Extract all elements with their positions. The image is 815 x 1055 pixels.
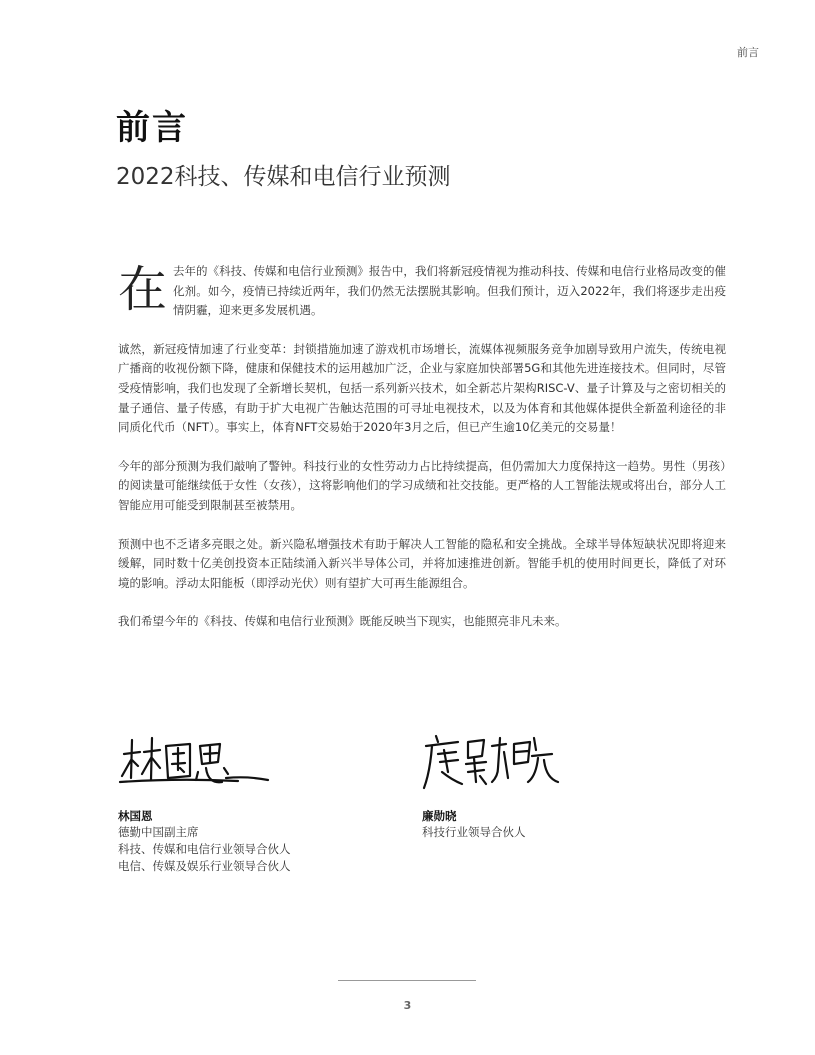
page-number: 3 (403, 999, 412, 1012)
signer-role: 电信、传媒及娱乐行业领导合伙人 (118, 859, 291, 873)
footer-divider (338, 980, 476, 981)
signature-lian (422, 732, 562, 794)
body-text (118, 262, 726, 651)
signer-role: 科技行业领导合伙人 (422, 825, 526, 839)
signer-name: 廉勋晓 (422, 809, 457, 823)
paragraph-4: 预测中也不乏诸多亮眼之处。新兴隐私增强技术有助于解决人工智能的隐私和安全挑战。全球半导体短缺状况即将迎来缓解，同时数十亿美创投资本正陆续涌入新兴半导体公司，并将加速推进创新。智能手机的使用时间更长，降低了对环境的影响。浮动太阳能板（即浮动光伏）则有望扩大可再生能源组合。 (118, 536, 726, 590)
signer-role: 德勤中国副主席 (118, 825, 199, 839)
paragraph-2: 诚然，新冠疫情加速了行业变革：封锁措施加速了游戏机市场增长，流媒体视频服务竞争加剧导致用户流失，传统电视广播商的收视份额下降，健康和保健技术的运用越加广泛，企业与家庭加快部署5G和其他先进连接技术。但同时，尽管受疫情影响，我们也发现了全新增长契机，包括一系列新兴技术，如全新芯片架构RISC-V、量子计算及与之密切相关的量子通信、量子传感，有助于扩大电视广告触达范围的可寻址电视技术，以及为体育和其他媒体提供全新盈利途径的非同质化代币（NFT）。事实上，体育NFT交易始于2020年3月之后，但已产生逾10亿美元的交易量！ (118, 341, 726, 435)
paragraph-1 (118, 262, 726, 321)
signer-block-lin (118, 732, 368, 875)
signer-name: 林国恩 (118, 809, 153, 823)
running-header: 前言 (737, 46, 759, 59)
signature-lin (118, 732, 278, 794)
page-title: 前言 (116, 108, 188, 148)
paragraph-5: 我们希望今年的《科技、传媒和电信行业预测》既能反映当下现实，也能照亮非凡未来。 (118, 614, 567, 629)
paragraph-1-text: 去年的《科技、传媒和电信行业预测》报告中，我们将新冠疫情视为推动科技、传媒和电信行业格局改变的催化剂。如今，疫情已持续近两年，我们仍然无法摆脱其影响。但我们预计，迈入2022年，我们将逐步走出疫情阴霾，迎来更多发展机遇。 (173, 264, 726, 318)
drop-cap: 在 (118, 261, 168, 318)
page-subtitle: 2022科技、传媒和电信行业预测 (116, 164, 451, 190)
signer-role: 科技、传媒和电信行业领导合伙人 (118, 842, 291, 856)
paragraph-3: 今年的部分预测为我们敲响了警钟。科技行业的女性劳动力占比持续提高，但仍需加大力度保持这一趋势。男性（男孩）的阅读量可能继续低于女性（女孩），这将影响他们的学习成绩和社交技能。更严格的人工智能法规或将出台，部分人工智能应用可能受到限制甚至被禁用。 (118, 458, 726, 512)
signer-block-lian (422, 732, 672, 841)
